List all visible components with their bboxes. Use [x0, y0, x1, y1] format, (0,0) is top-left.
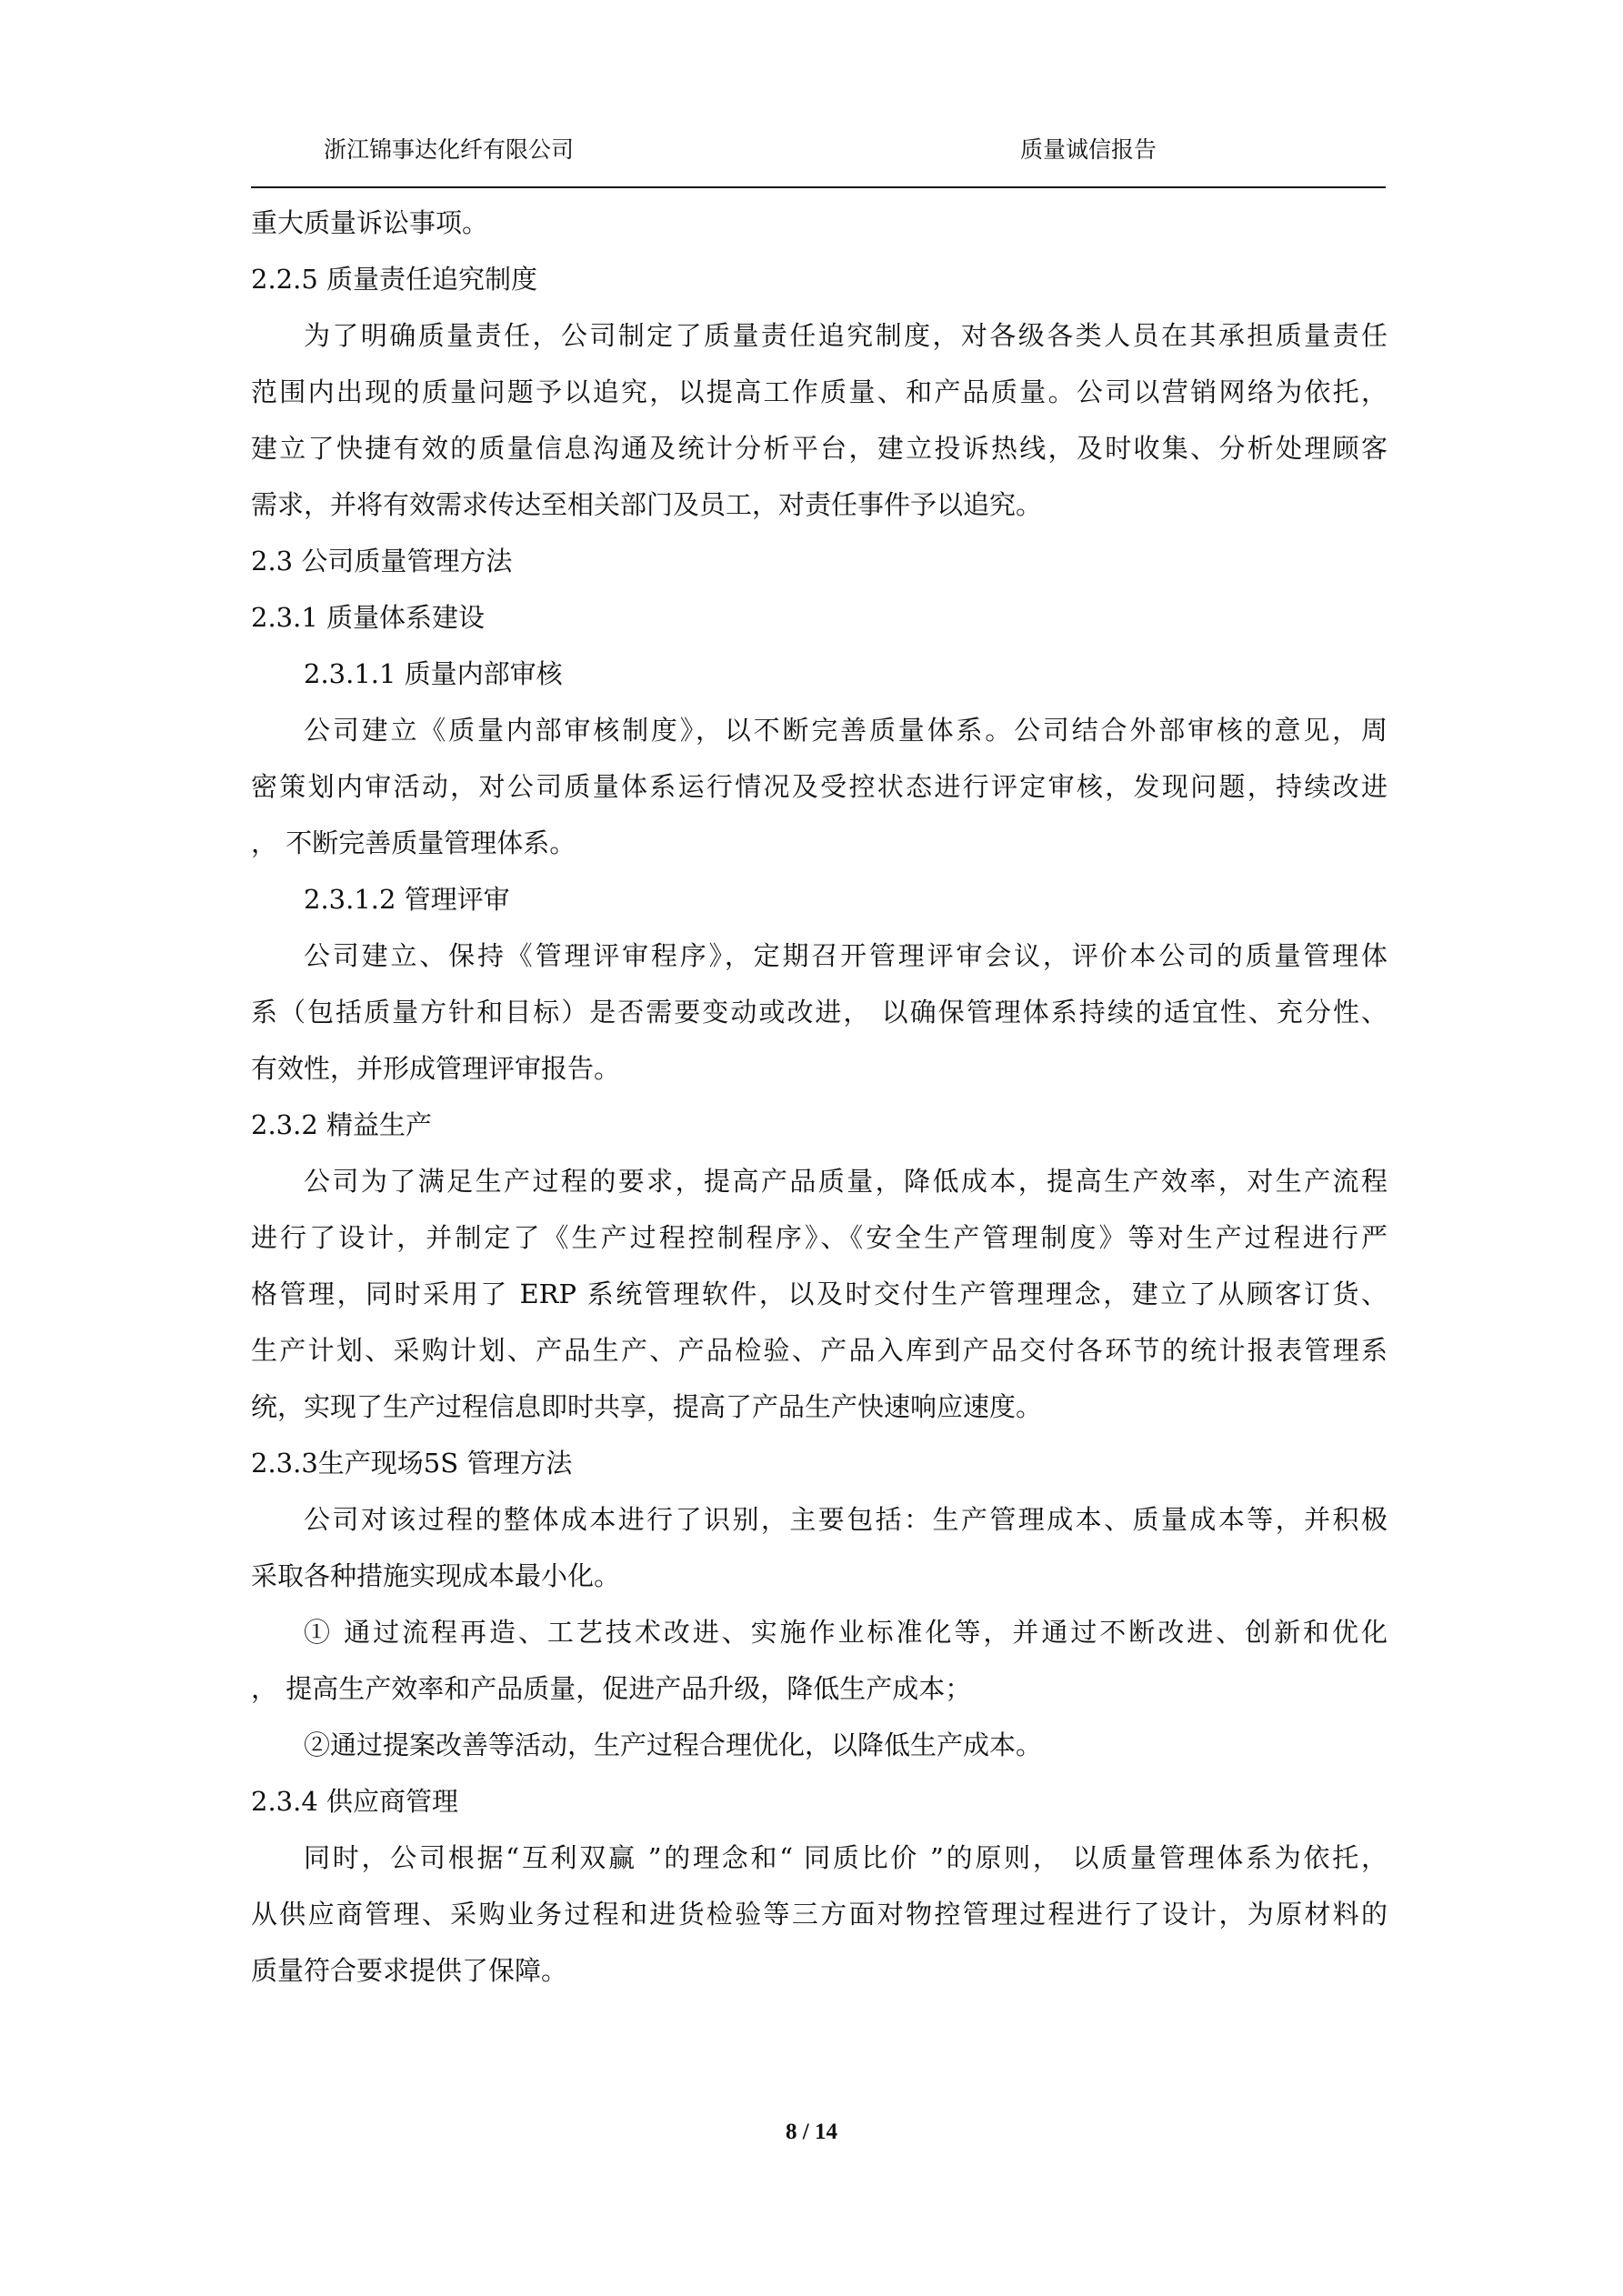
paragraph-line: 生产计划、采购计划、产品生产、产品检验、产品入库到产品交付各环节的统计报表管理系 — [251, 1335, 1388, 1366]
section-heading-2-3-4: 2.3.4 供应商管理 — [251, 1786, 459, 1817]
company-name: 浙江锦事达化纤有限公司 — [324, 136, 575, 163]
section-heading-2-3-1: 2.3.1 质量体系建设 — [251, 602, 486, 633]
section-heading-2-3: 2.3 公司质量管理方法 — [251, 546, 513, 577]
report-title: 质量诚信报告 — [1020, 136, 1157, 163]
paragraph-line: 密策划内审活动，对公司质量体系运行情况及受控状态进行评定审核，发现问题，持续改进 — [251, 771, 1388, 802]
paragraph-line: ， 不断完善质量管理体系。 — [251, 827, 576, 858]
paragraph-line: 公司建立《质量内部审核制度》，以不断完善质量体系。公司结合外部审核的意见，周 — [304, 715, 1388, 746]
paragraph-line: 进行了设计，并制定了《生产过程控制程序》、《安全生产管理制度》等对生产过程进行严 — [251, 1222, 1388, 1253]
page-number: 8 / 14 — [786, 2120, 837, 2144]
section-heading-2-3-1-1: 2.3.1.1 质量内部审核 — [304, 658, 563, 689]
paragraph-line: 范围内出现的质量问题予以追究，以提高工作质量、和产品质量。公司以营销网络为依托， — [251, 376, 1388, 407]
paragraph-line: 公司为了满足生产过程的要求，提高产品质量，降低成本，提高生产效率，对生产流程 — [304, 1166, 1388, 1197]
section-heading-2-3-1-2: 2.3.1.2 管理评审 — [304, 884, 510, 915]
list-item-1: ① 通过流程再造、工艺技术改进、实施作业标准化等，并通过不断改进、创新和优化 — [304, 1617, 1388, 1648]
paragraph-line: 质量符合要求提供了保障。 — [251, 1955, 568, 1986]
paragraph-line: ， 提高生产效率和产品质量，促进产品升级，降低生产成本； — [251, 1673, 972, 1704]
section-heading-2-3-3: 2.3.3生产现场5S 管理方法 — [251, 1448, 573, 1479]
paragraph-line: 公司建立、保持《管理评审程序》，定期召开管理评审会议，评价本公司的质量管理体 — [304, 940, 1388, 971]
paragraph-line: 格管理，同时采用了 ERP 系统管理软件，以及时交付生产管理理念，建立了从顾客订货、 — [251, 1278, 1388, 1309]
list-item-2: ②通过提案改善等活动，生产过程合理优化，以降低生产成本。 — [304, 1730, 1043, 1760]
paragraph-line: 建立了快捷有效的质量信息沟通及统计分析平台，建立投诉热线，及时收集、分析处理顾客 — [251, 433, 1388, 464]
body-text — [251, 195, 1388, 1999]
paragraph-line: 需求，并将有效需求传达至相关部门及员工，对责任事件予以追究。 — [251, 489, 1043, 520]
header-divider — [251, 186, 1386, 188]
page-header — [251, 129, 1388, 171]
paragraph-line: 公司对该过程的整体成本进行了识别，主要包括：生产管理成本、质量成本等，并积极 — [304, 1504, 1388, 1535]
paragraph-line: 系（包括质量方针和目标）是否需要变动或改进， 以确保管理体系持续的适宜性、充分性、 — [251, 997, 1388, 1028]
paragraph-line: 有效性，并形成管理评审报告。 — [251, 1053, 621, 1084]
section-heading-2-3-2: 2.3.2 精益生产 — [251, 1109, 433, 1140]
paragraph-line: 统，实现了生产过程信息即时共享，提高了产品生产快速响应速度。 — [251, 1391, 1043, 1422]
paragraph-line: 重大质量诉讼事项。 — [251, 207, 489, 238]
paragraph-line: 同时，公司根据“互利双赢 ”的理念和“ 同质比价 ”的原则， 以质量管理体系为依托， — [304, 1842, 1388, 1873]
paragraph-line: 采取各种措施实现成本最小化。 — [251, 1560, 621, 1591]
paragraph-line: 从供应商管理、采购业务过程和进货检验等三方面对物控管理过程进行了设计，为原材料的 — [251, 1899, 1388, 1930]
paragraph-line: 为了明确质量责任，公司制定了质量责任追究制度，对各级各类人员在其承担质量责任 — [304, 320, 1388, 351]
section-heading-2-2-5: 2.2.5 质量责任追究制度 — [251, 264, 538, 295]
